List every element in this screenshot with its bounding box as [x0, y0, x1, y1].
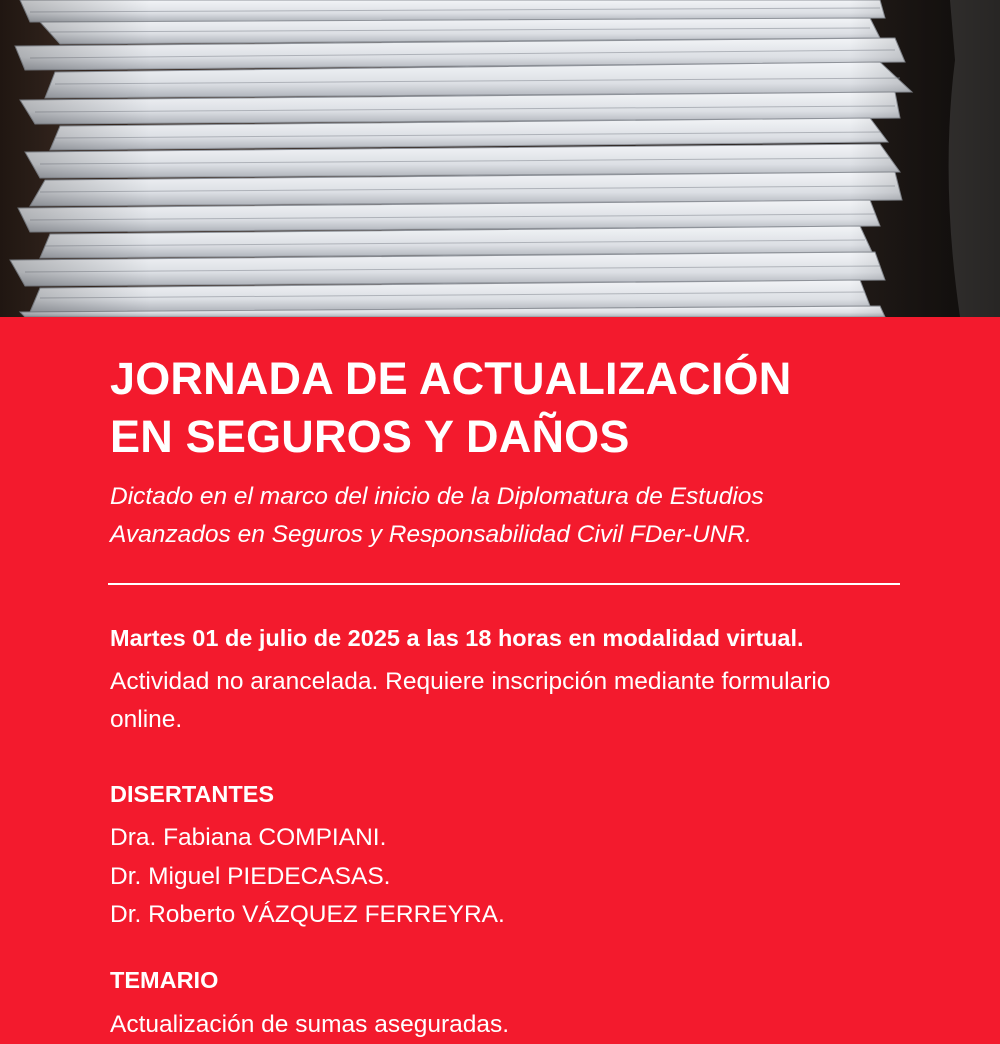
registration-info	[110, 663, 900, 739]
speakers-list	[110, 819, 900, 935]
speaker-item: Dr. Miguel PIEDECASAS.	[110, 858, 900, 897]
agenda-heading: TEMARIO	[110, 965, 900, 995]
info-line-1: Actividad no arancelada. Requiere inscripción mediante formulario	[110, 663, 900, 701]
speakers-heading: DISERTANTES	[110, 779, 900, 809]
subtitle-line-2: Avanzados en Seguros y Responsabilidad Civil FDer-UNR.	[110, 516, 900, 554]
header-photo	[0, 0, 1000, 317]
info-line-2: online.	[110, 701, 900, 739]
title-line-2: EN SEGUROS Y DAÑOS	[110, 408, 900, 466]
title-line-1: JORNADA DE ACTUALIZACIÓN	[110, 350, 900, 408]
event-title	[110, 350, 900, 466]
paper-stack-image	[0, 0, 1000, 317]
divider	[108, 583, 900, 585]
speaker-item: Dra. Fabiana COMPIANI.	[110, 819, 900, 858]
speaker-item: Dr. Roberto VÁZQUEZ FERREYRA.	[110, 896, 900, 935]
event-subtitle	[110, 478, 900, 554]
agenda-list	[110, 1006, 900, 1044]
agenda-item: Actualización de sumas aseguradas.	[110, 1006, 900, 1044]
subtitle-line-1: Dictado en el marco del inicio de la Diplomatura de Estudios	[110, 478, 900, 516]
event-date: Martes 01 de julio de 2025 a las 18 horas en modalidad virtual.	[110, 623, 900, 653]
event-info	[110, 350, 900, 1044]
